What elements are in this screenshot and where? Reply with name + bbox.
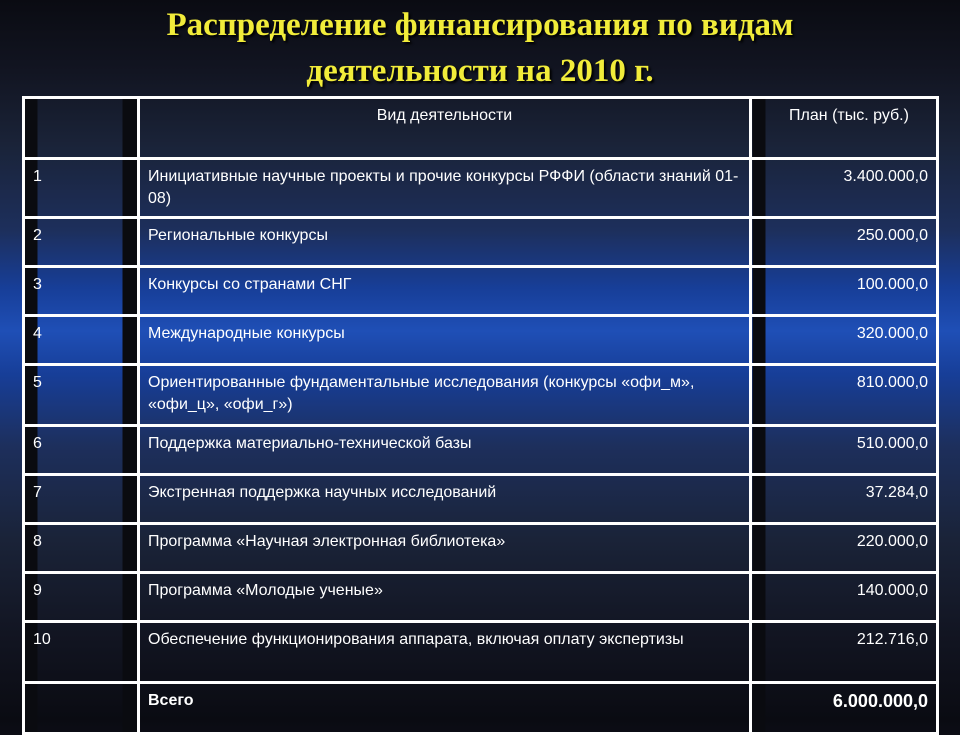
table-total-row xyxy=(24,683,938,734)
table-row xyxy=(24,426,938,475)
row-activity: Региональные конкурсы xyxy=(139,218,751,267)
total-label: Всего xyxy=(139,683,751,734)
row-plan: 212.716,0 xyxy=(751,622,938,683)
row-activity: Ориентированные фундаментальные исследования (конкурсы «офи_м», «офи_ц», «офи_г») xyxy=(139,365,751,426)
header-activity: Вид деятельности xyxy=(139,98,751,159)
row-number: 3 xyxy=(24,267,139,316)
table-row xyxy=(24,365,938,426)
table-header-row xyxy=(24,98,938,159)
slide-title xyxy=(0,2,960,94)
row-plan: 3.400.000,0 xyxy=(751,159,938,218)
row-number: 6 xyxy=(24,426,139,475)
slide-title-line-2: деятельности на 2010 г. xyxy=(306,53,654,89)
row-activity: Обеспечение функционирования аппарата, включая оплату экспертизы xyxy=(139,622,751,683)
row-activity: Международные конкурсы xyxy=(139,316,751,365)
row-number: 7 xyxy=(24,475,139,524)
table-row xyxy=(24,159,938,218)
row-plan: 510.000,0 xyxy=(751,426,938,475)
table-row xyxy=(24,524,938,573)
row-activity: Поддержка материально-технической базы xyxy=(139,426,751,475)
total-plan: 6.000.000,0 xyxy=(751,683,938,734)
header-plan: План (тыс. руб.) xyxy=(751,98,938,159)
row-plan: 220.000,0 xyxy=(751,524,938,573)
row-activity: Программа «Молодые ученые» xyxy=(139,573,751,622)
row-activity: Программа «Научная электронная библиотека» xyxy=(139,524,751,573)
row-plan: 140.000,0 xyxy=(751,573,938,622)
row-number: 5 xyxy=(24,365,139,426)
table-row xyxy=(24,267,938,316)
table-row xyxy=(24,475,938,524)
row-number: 8 xyxy=(24,524,139,573)
total-number xyxy=(24,683,139,734)
funding-table xyxy=(22,96,939,735)
slide-title-line-1: Распределение финансирования по видам xyxy=(166,7,794,43)
row-plan: 320.000,0 xyxy=(751,316,938,365)
row-number: 2 xyxy=(24,218,139,267)
row-plan: 100.000,0 xyxy=(751,267,938,316)
table-row xyxy=(24,316,938,365)
row-activity: Экстренная поддержка научных исследований xyxy=(139,475,751,524)
table-row xyxy=(24,573,938,622)
row-number: 9 xyxy=(24,573,139,622)
table-row xyxy=(24,622,938,683)
row-number: 10 xyxy=(24,622,139,683)
row-number: 1 xyxy=(24,159,139,218)
row-activity: Инициативные научные проекты и прочие конкурсы РФФИ (области знаний 01-08) xyxy=(139,159,751,218)
row-activity: Конкурсы со странами СНГ xyxy=(139,267,751,316)
row-number: 4 xyxy=(24,316,139,365)
table-row xyxy=(24,218,938,267)
row-plan: 37.284,0 xyxy=(751,475,938,524)
row-plan: 810.000,0 xyxy=(751,365,938,426)
row-plan: 250.000,0 xyxy=(751,218,938,267)
header-number xyxy=(24,98,139,159)
